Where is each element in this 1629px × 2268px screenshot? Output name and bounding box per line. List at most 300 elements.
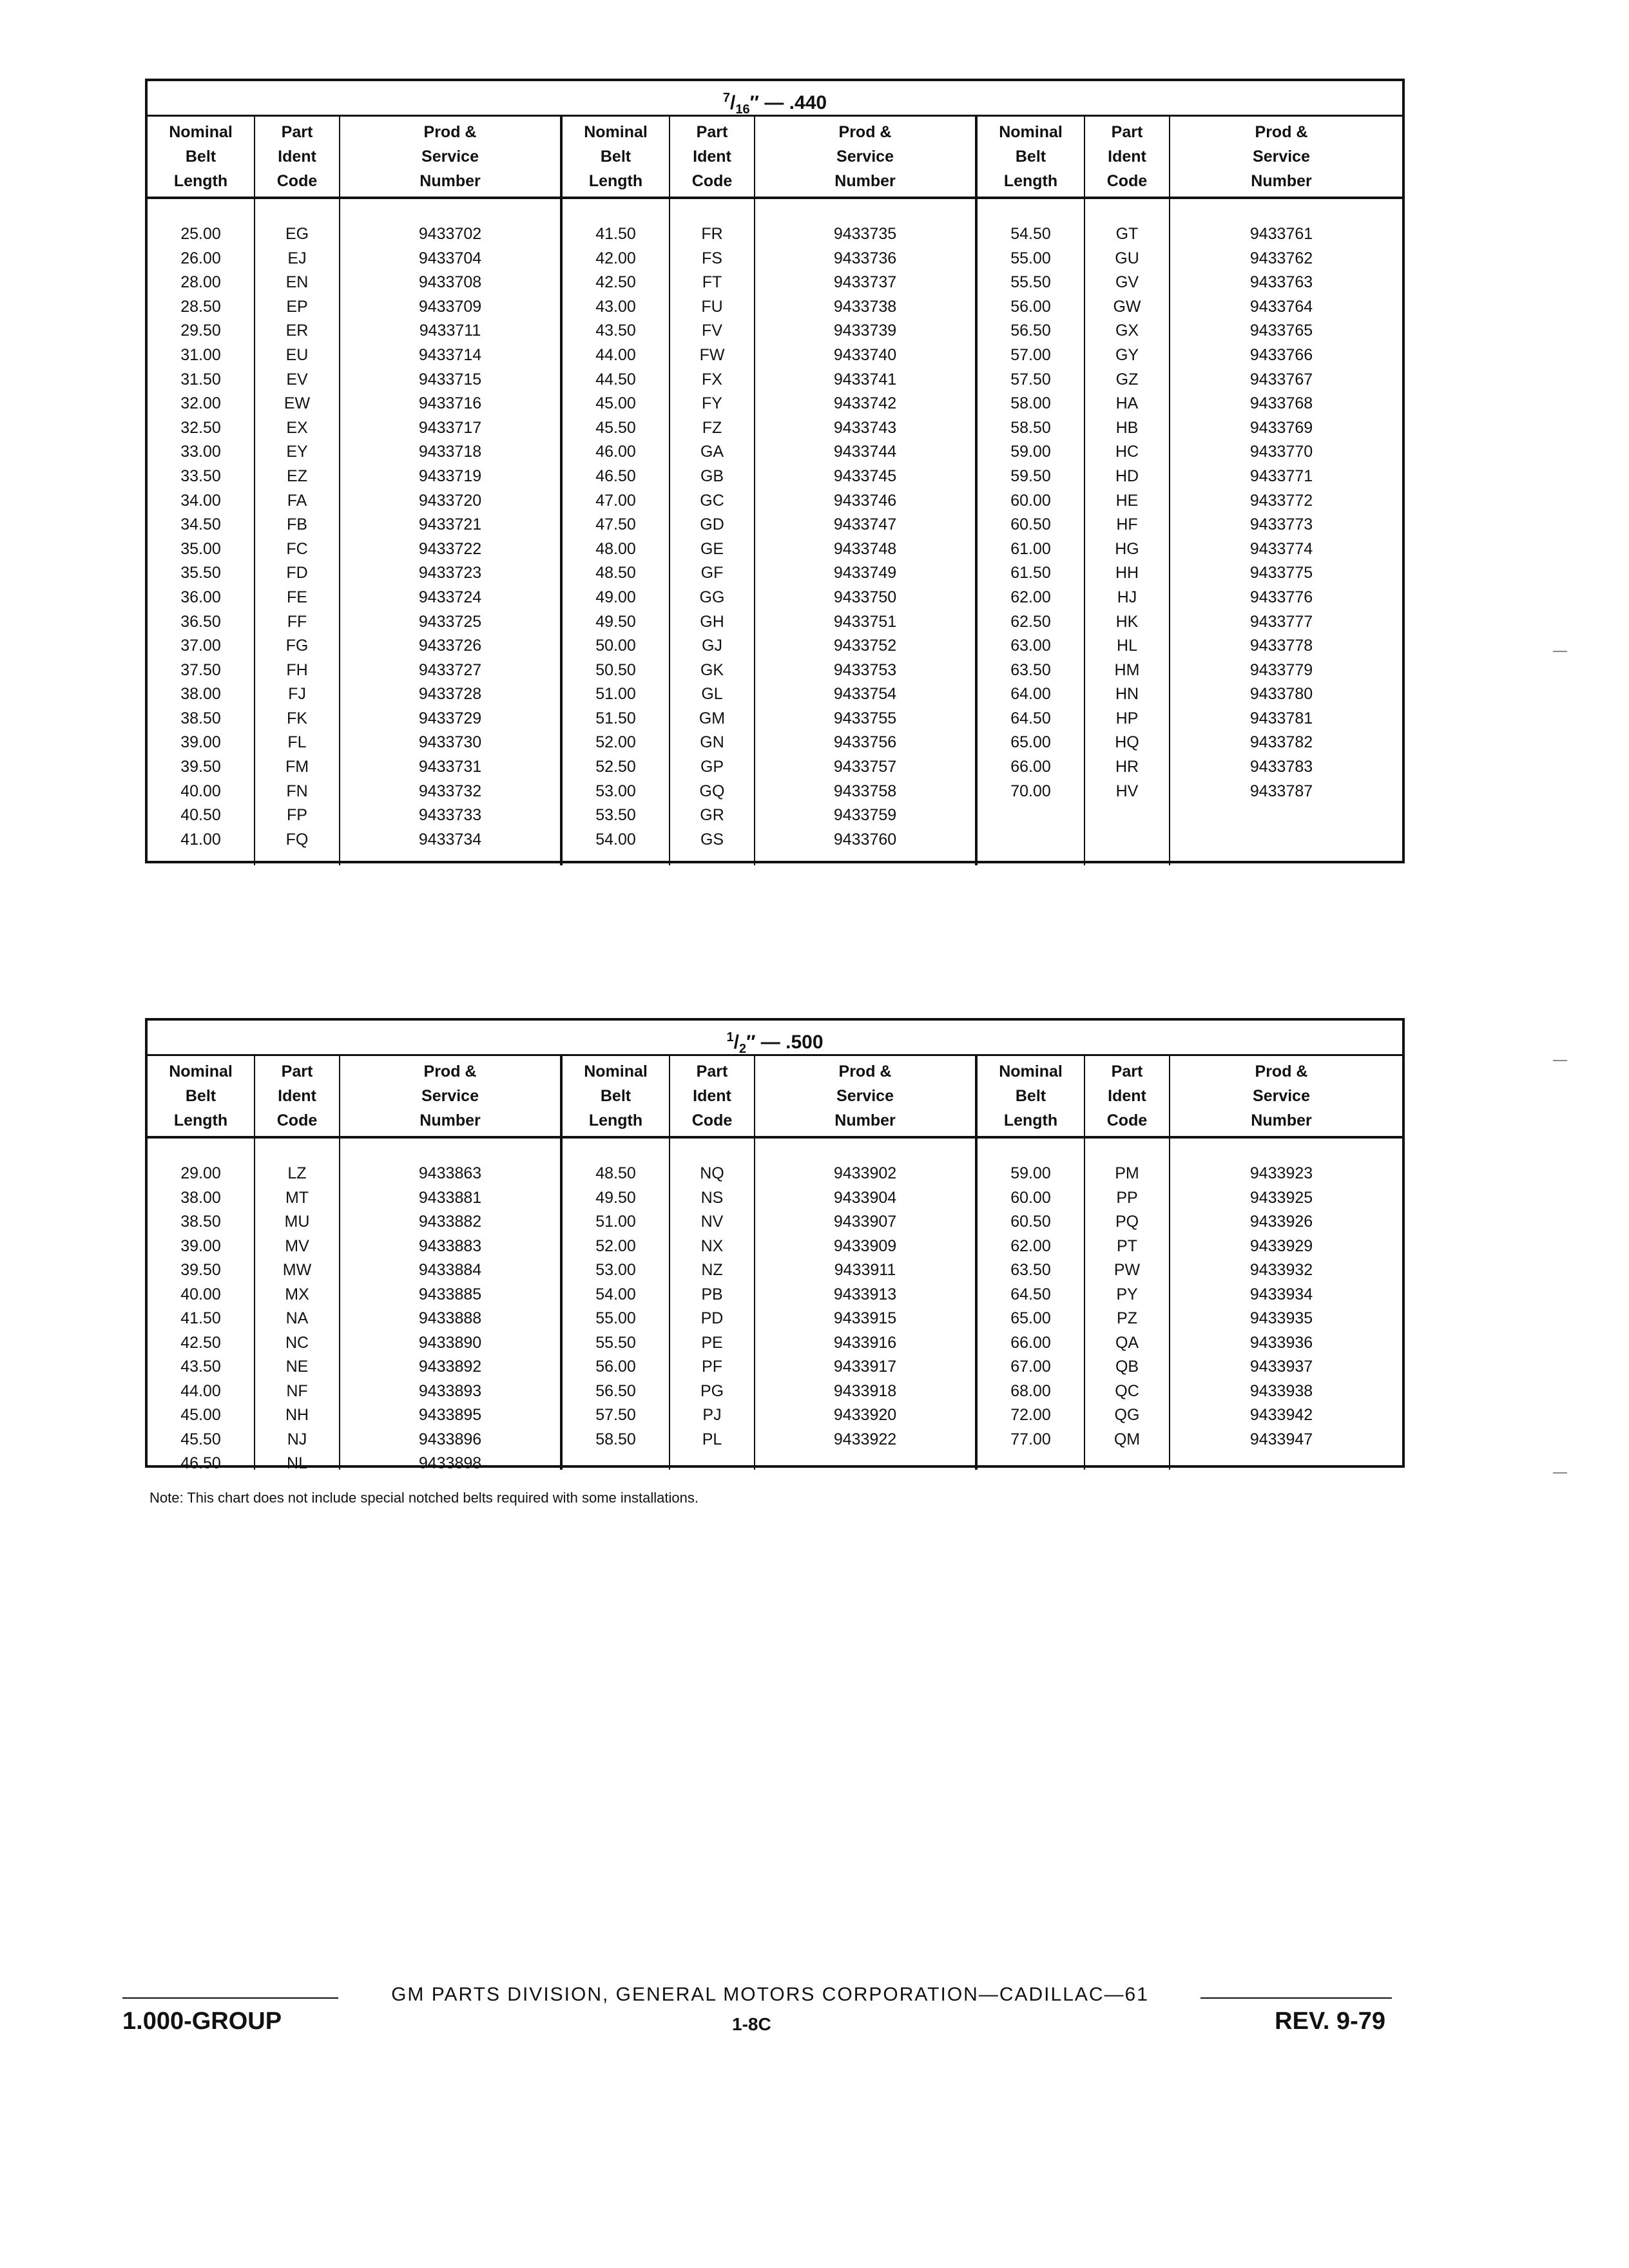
cell-length: 66.00 [1010,758,1051,776]
cell-code: EX [286,418,308,437]
cell-code: GX [1115,322,1139,340]
cell-length: 50.50 [595,660,636,679]
cell-length: 60.00 [1010,1188,1051,1207]
cell-length: 38.00 [180,1188,221,1207]
cell-length: 47.00 [595,491,636,510]
header-length: Nominal Belt Length [978,117,1085,197]
cell-number: 9433773 [1249,515,1313,534]
cell-length: 45.00 [595,394,636,413]
cell-code: NH [285,1406,309,1424]
cell-code: EY [286,443,308,461]
cell-code: NQ [700,1164,724,1182]
cell-length: 52.00 [595,1236,636,1255]
cell-number: 9433909 [833,1236,897,1255]
cell-number: 9433739 [833,322,897,340]
cell-code: EU [285,345,309,364]
header-code: Part Ident Code [255,1056,340,1136]
cell-number: 9433890 [418,1333,482,1352]
cell-length: 37.00 [180,637,221,655]
cell-length: 34.50 [180,515,221,534]
cell-number: 9433772 [1249,491,1313,510]
cell-length: 31.50 [180,370,221,389]
cell-number: 9433758 [833,782,897,800]
cell-code: FS [702,249,722,267]
cell-code: HE [1115,491,1139,510]
cell-length: 70.00 [1010,782,1051,800]
cell-code: GR [700,806,724,825]
cell-length: 59.00 [1010,443,1051,461]
cell-number: 9433779 [1249,660,1313,679]
cell-length: 65.00 [1010,1309,1051,1327]
cell-number: 9433766 [1249,345,1313,364]
cell-code: QC [1115,1381,1139,1400]
cell-length: 44.00 [595,345,636,364]
cell-code: FL [287,733,307,752]
cell-number: 9433742 [833,394,897,413]
cell-number: 9433718 [418,443,482,461]
cell-code: HJ [1117,588,1137,606]
cell-number: 9433896 [418,1430,482,1448]
cell-length: 32.00 [180,394,221,413]
cell-length: 40.00 [180,782,221,800]
cell-code: NL [287,1454,307,1472]
cell-length: 77.00 [1010,1430,1051,1448]
cell-length: 29.00 [180,1164,221,1182]
cell-code: FZ [702,418,722,437]
cell-length: 61.50 [1010,564,1051,582]
cell-length: 49.50 [595,1188,636,1207]
cell-code: GH [700,612,724,631]
header-number: Prod & Service Number [1251,123,1312,190]
column-number [1170,199,1393,865]
cell-code: GA [700,443,724,461]
cell-number: 9433882 [418,1213,482,1231]
cell-length: 56.50 [595,1381,636,1400]
cell-code: FM [285,758,309,776]
cell-length: 57.50 [595,1406,636,1424]
cell-length: 46.00 [595,443,636,461]
cell-length: 50.00 [595,637,636,655]
cell-length: 65.00 [1010,733,1051,752]
column-code [670,1139,755,1470]
cell-code: FU [701,297,723,316]
cell-length: 59.50 [1010,466,1051,485]
cell-code: GG [699,588,725,606]
cell-number: 9433720 [418,491,482,510]
cell-number: 9433937 [1249,1358,1313,1376]
cell-code: GT [1115,225,1139,243]
cell-code: PG [700,1381,724,1400]
table-title: $^7/_{16}''$ — .440 [148,81,1402,117]
cell-number: 9433917 [833,1358,897,1376]
cell-length: 48.50 [595,1164,636,1182]
cell-length: 67.00 [1010,1358,1051,1376]
header-length: Nominal Belt Length [978,1056,1085,1136]
cell-number: 9433888 [418,1309,482,1327]
header-code: Part Ident Code [1085,1056,1170,1136]
cell-code: NX [700,1236,724,1255]
cell-code: GJ [702,637,722,655]
cell-number: 9433911 [834,1261,896,1279]
column-code [670,199,755,865]
cell-number: 9433885 [418,1285,482,1303]
cell-number: 9433775 [1249,564,1313,582]
column-number [1170,1139,1393,1470]
cell-number: 9433749 [833,564,897,582]
cell-number: 9433777 [1249,612,1313,631]
cell-number: 9433747 [833,515,897,534]
cell-code: EV [286,370,308,389]
cell-length: 53.00 [595,782,636,800]
cell-number: 9433723 [418,564,482,582]
cell-length: 28.50 [180,297,221,316]
cell-length: 66.00 [1010,1333,1051,1352]
cell-number: 9433932 [1249,1261,1313,1279]
cell-length: 55.50 [595,1333,636,1352]
cell-code: NV [700,1213,724,1231]
cell-length: 52.00 [595,733,636,752]
footer-rule-left [122,1997,338,1999]
cell-code: NA [285,1309,309,1327]
header-length: Nominal Belt Length [148,1056,255,1136]
cell-code: EJ [287,249,307,267]
cell-length: 47.50 [595,515,636,534]
cell-code: PD [700,1309,724,1327]
cell-length: 37.50 [180,660,221,679]
cell-length: 63.00 [1010,637,1051,655]
cell-length: 26.00 [180,249,221,267]
cell-length: 45.00 [180,1406,221,1424]
cell-number: 9433750 [833,588,897,606]
cell-length: 53.50 [595,806,636,825]
cell-length: 39.50 [180,758,221,776]
cell-code: HB [1115,418,1139,437]
cell-code: GE [700,539,724,558]
cell-length: 28.00 [180,273,221,292]
header-number: Prod & Service Number [1251,1062,1312,1129]
cell-code: EP [286,297,308,316]
cell-code: FG [285,637,309,655]
cell-code: FN [286,782,308,800]
cell-length: 58.50 [595,1430,636,1448]
cell-code: HK [1115,612,1139,631]
cell-length: 33.00 [180,443,221,461]
cell-length: 64.50 [1010,709,1051,727]
cell-code: HV [1115,782,1139,800]
cell-code: GD [700,515,724,534]
column-length [978,199,1085,865]
cell-number: 9433733 [418,806,482,825]
cell-number: 9433771 [1249,466,1313,485]
cell-code: QM [1113,1430,1141,1448]
cell-length: 38.00 [180,685,221,704]
cell-number: 9433765 [1249,322,1313,340]
cell-length: 42.50 [180,1333,221,1352]
cell-length: 40.50 [180,806,221,825]
cell-code: NF [286,1381,308,1400]
cell-code: NE [285,1358,309,1376]
cell-number: 9433735 [833,225,897,243]
cell-length: 42.50 [595,273,636,292]
cell-code: PE [701,1333,723,1352]
cell-number: 9433881 [418,1188,482,1207]
column-length [563,199,670,865]
cell-length: 56.00 [595,1358,636,1376]
margin-mark [1553,1060,1567,1061]
header-length: Nominal Belt Length [563,1056,670,1136]
cell-number: 9433715 [418,370,482,389]
cell-number: 9433762 [1249,249,1313,267]
cell-code: QG [1114,1406,1140,1424]
cell-code: QA [1115,1333,1139,1352]
cell-code: PQ [1115,1213,1139,1231]
cell-code: GC [700,491,724,510]
cell-number: 9433783 [1249,758,1313,776]
cell-length: 31.00 [180,345,221,364]
column-length [148,199,255,865]
cell-code: FY [702,394,722,413]
header-number: Prod & Service Number [755,1056,978,1136]
cell-number: 9433751 [833,612,897,631]
cell-code: GL [701,685,723,704]
cell-number: 9433731 [418,758,482,776]
cell-length: 56.00 [1010,297,1051,316]
belt-table-7-16 [145,79,1405,863]
cell-length: 62.00 [1010,1236,1051,1255]
cell-code: HA [1115,394,1139,413]
footer-group: 1.000-GROUP [122,2008,282,2035]
cell-number: 9433709 [418,297,482,316]
cell-code: HH [1115,564,1139,582]
cell-code: GQ [699,782,725,800]
cell-number: 9433934 [1249,1285,1313,1303]
chart-note: Note: This chart does not include special notched belts required with some installations. [149,1490,699,1506]
cell-number: 9433768 [1249,394,1313,413]
cell-number: 9433714 [418,345,482,364]
cell-code: PT [1117,1236,1137,1255]
cell-length: 54.50 [1010,225,1051,243]
cell-code: HG [1115,539,1139,558]
cell-number: 9433748 [833,539,897,558]
cell-code: GK [700,660,724,679]
column-length [563,1139,670,1470]
cell-length: 56.50 [1010,322,1051,340]
cell-number: 9433737 [833,273,897,292]
cell-number: 9433734 [418,830,482,849]
cell-length: 60.50 [1010,515,1051,534]
cell-code: GV [1115,273,1139,292]
cell-number: 9433929 [1249,1236,1313,1255]
cell-code: ER [285,322,309,340]
cell-length: 41.00 [180,830,221,849]
cell-code: HQ [1115,733,1139,752]
cell-code: PW [1113,1261,1141,1279]
cell-number: 9433755 [833,709,897,727]
cell-code: GS [700,830,724,849]
column-code [255,199,340,865]
cell-length: 63.50 [1010,1261,1051,1279]
cell-code: HL [1117,637,1137,655]
cell-code: GP [700,758,724,776]
cell-length: 36.00 [180,588,221,606]
cell-length: 54.00 [595,1285,636,1303]
cell-number: 9433898 [418,1454,482,1472]
cell-number: 9433915 [833,1309,897,1327]
cell-code: HM [1114,660,1140,679]
cell-code: FV [702,322,722,340]
cell-code: PF [702,1358,722,1376]
cell-number: 9433702 [418,225,482,243]
cell-code: FF [287,612,307,631]
cell-code: GU [1115,249,1139,267]
cell-length: 38.50 [180,1213,221,1231]
cell-length: 51.00 [595,1213,636,1231]
cell-number: 9433926 [1249,1213,1313,1231]
cell-length: 55.00 [595,1309,636,1327]
cell-number: 9433719 [418,466,482,485]
cell-number: 9433863 [418,1164,482,1182]
cell-number: 9433717 [418,418,482,437]
cell-number: 9433746 [833,491,897,510]
cell-code: EN [285,273,309,292]
cell-code: HF [1116,515,1138,534]
cell-length: 63.50 [1010,660,1051,679]
cell-code: GW [1113,297,1141,316]
cell-number: 9433776 [1249,588,1313,606]
cell-code: EW [284,394,311,413]
cell-number: 9433883 [418,1236,482,1255]
cell-length: 35.50 [180,564,221,582]
cell-length: 49.00 [595,588,636,606]
column-number [755,1139,978,1470]
cell-code: QB [1115,1358,1139,1376]
cell-length: 60.50 [1010,1213,1051,1231]
cell-number: 9433778 [1249,637,1313,655]
cell-number: 9433782 [1249,733,1313,752]
cell-code: MT [285,1188,309,1207]
page-footer [122,1982,1405,2035]
header-code: Part Ident Code [670,1056,755,1136]
cell-number: 9433936 [1249,1333,1313,1352]
cell-number: 9433744 [833,443,897,461]
cell-number: 9433721 [418,515,482,534]
cell-length: 32.50 [180,418,221,437]
cell-number: 9433728 [418,685,482,704]
cell-length: 45.50 [180,1430,221,1448]
header-length: Nominal Belt Length [148,117,255,197]
cell-code: HC [1115,443,1139,461]
cell-number: 9433759 [833,806,897,825]
cell-length: 33.50 [180,466,221,485]
cell-number: 9433892 [418,1358,482,1376]
cell-number: 9433895 [418,1406,482,1424]
cell-number: 9433764 [1249,297,1313,316]
footer-rule-right [1200,1997,1392,1999]
cell-length: 48.50 [595,564,636,582]
cell-length: 41.50 [180,1309,221,1327]
cell-number: 9433752 [833,637,897,655]
cell-length: 39.50 [180,1261,221,1279]
cell-number: 9433893 [418,1381,482,1400]
cell-number: 9433736 [833,249,897,267]
cell-length: 46.50 [180,1454,221,1472]
cell-number: 9433727 [418,660,482,679]
cell-code: HP [1115,709,1139,727]
column-length [978,1139,1085,1470]
cell-number: 9433781 [1249,709,1313,727]
cell-code: FA [287,491,307,510]
cell-number: 9433761 [1249,225,1313,243]
footer-page-number: 1-8C [732,2014,771,2034]
cell-number: 9433787 [1249,782,1313,800]
cell-code: EZ [287,466,307,485]
cell-length: 42.00 [595,249,636,267]
cell-code: MW [282,1261,312,1279]
cell-number: 9433920 [833,1406,897,1424]
cell-number: 9433884 [418,1261,482,1279]
cell-code: PM [1115,1164,1139,1182]
cell-code: FT [702,273,722,292]
cell-number: 9433738 [833,297,897,316]
cell-code: GF [700,564,724,582]
cell-code: PP [1116,1188,1138,1207]
cell-number: 9433774 [1249,539,1313,558]
cell-number: 9433925 [1249,1188,1313,1207]
cell-length: 45.50 [595,418,636,437]
header-row [148,1056,1402,1139]
cell-code: NC [285,1333,309,1352]
cell-code: FC [286,539,308,558]
cell-length: 57.50 [1010,370,1051,389]
cell-code: MU [284,1213,310,1231]
cell-number: 9433935 [1249,1309,1313,1327]
cell-code: PL [702,1430,722,1448]
cell-length: 34.00 [180,491,221,510]
cell-number: 9433754 [833,685,897,704]
cell-code: FH [286,660,308,679]
cell-number: 9433902 [833,1164,897,1182]
cell-number: 9433732 [418,782,482,800]
cell-code: FW [699,345,725,364]
body-row [148,1139,1402,1470]
cell-number: 9433916 [833,1333,897,1352]
cell-number: 9433716 [418,394,482,413]
cell-length: 58.50 [1010,418,1051,437]
cell-length: 64.50 [1010,1285,1051,1303]
cell-number: 9433769 [1249,418,1313,437]
cell-length: 53.00 [595,1261,636,1279]
cell-length: 44.00 [180,1381,221,1400]
cell-code: PB [701,1285,723,1303]
cell-length: 35.00 [180,539,221,558]
belt-table-1-2 [145,1018,1405,1472]
header-length: Nominal Belt Length [563,117,670,197]
cell-length: 68.00 [1010,1381,1051,1400]
cell-number: 9433923 [1249,1164,1313,1182]
cell-code: FP [287,806,307,825]
cell-number: 9433741 [833,370,897,389]
cell-length: 55.50 [1010,273,1051,292]
cell-code: HD [1115,466,1139,485]
column-length [148,1139,255,1470]
header-code: Part Ident Code [670,117,755,197]
cell-number: 9433907 [833,1213,897,1231]
cell-number: 9433745 [833,466,897,485]
cell-code: FE [287,588,307,606]
cell-number: 9433760 [833,830,897,849]
cell-code: FK [287,709,307,727]
margin-mark [1553,1472,1567,1474]
